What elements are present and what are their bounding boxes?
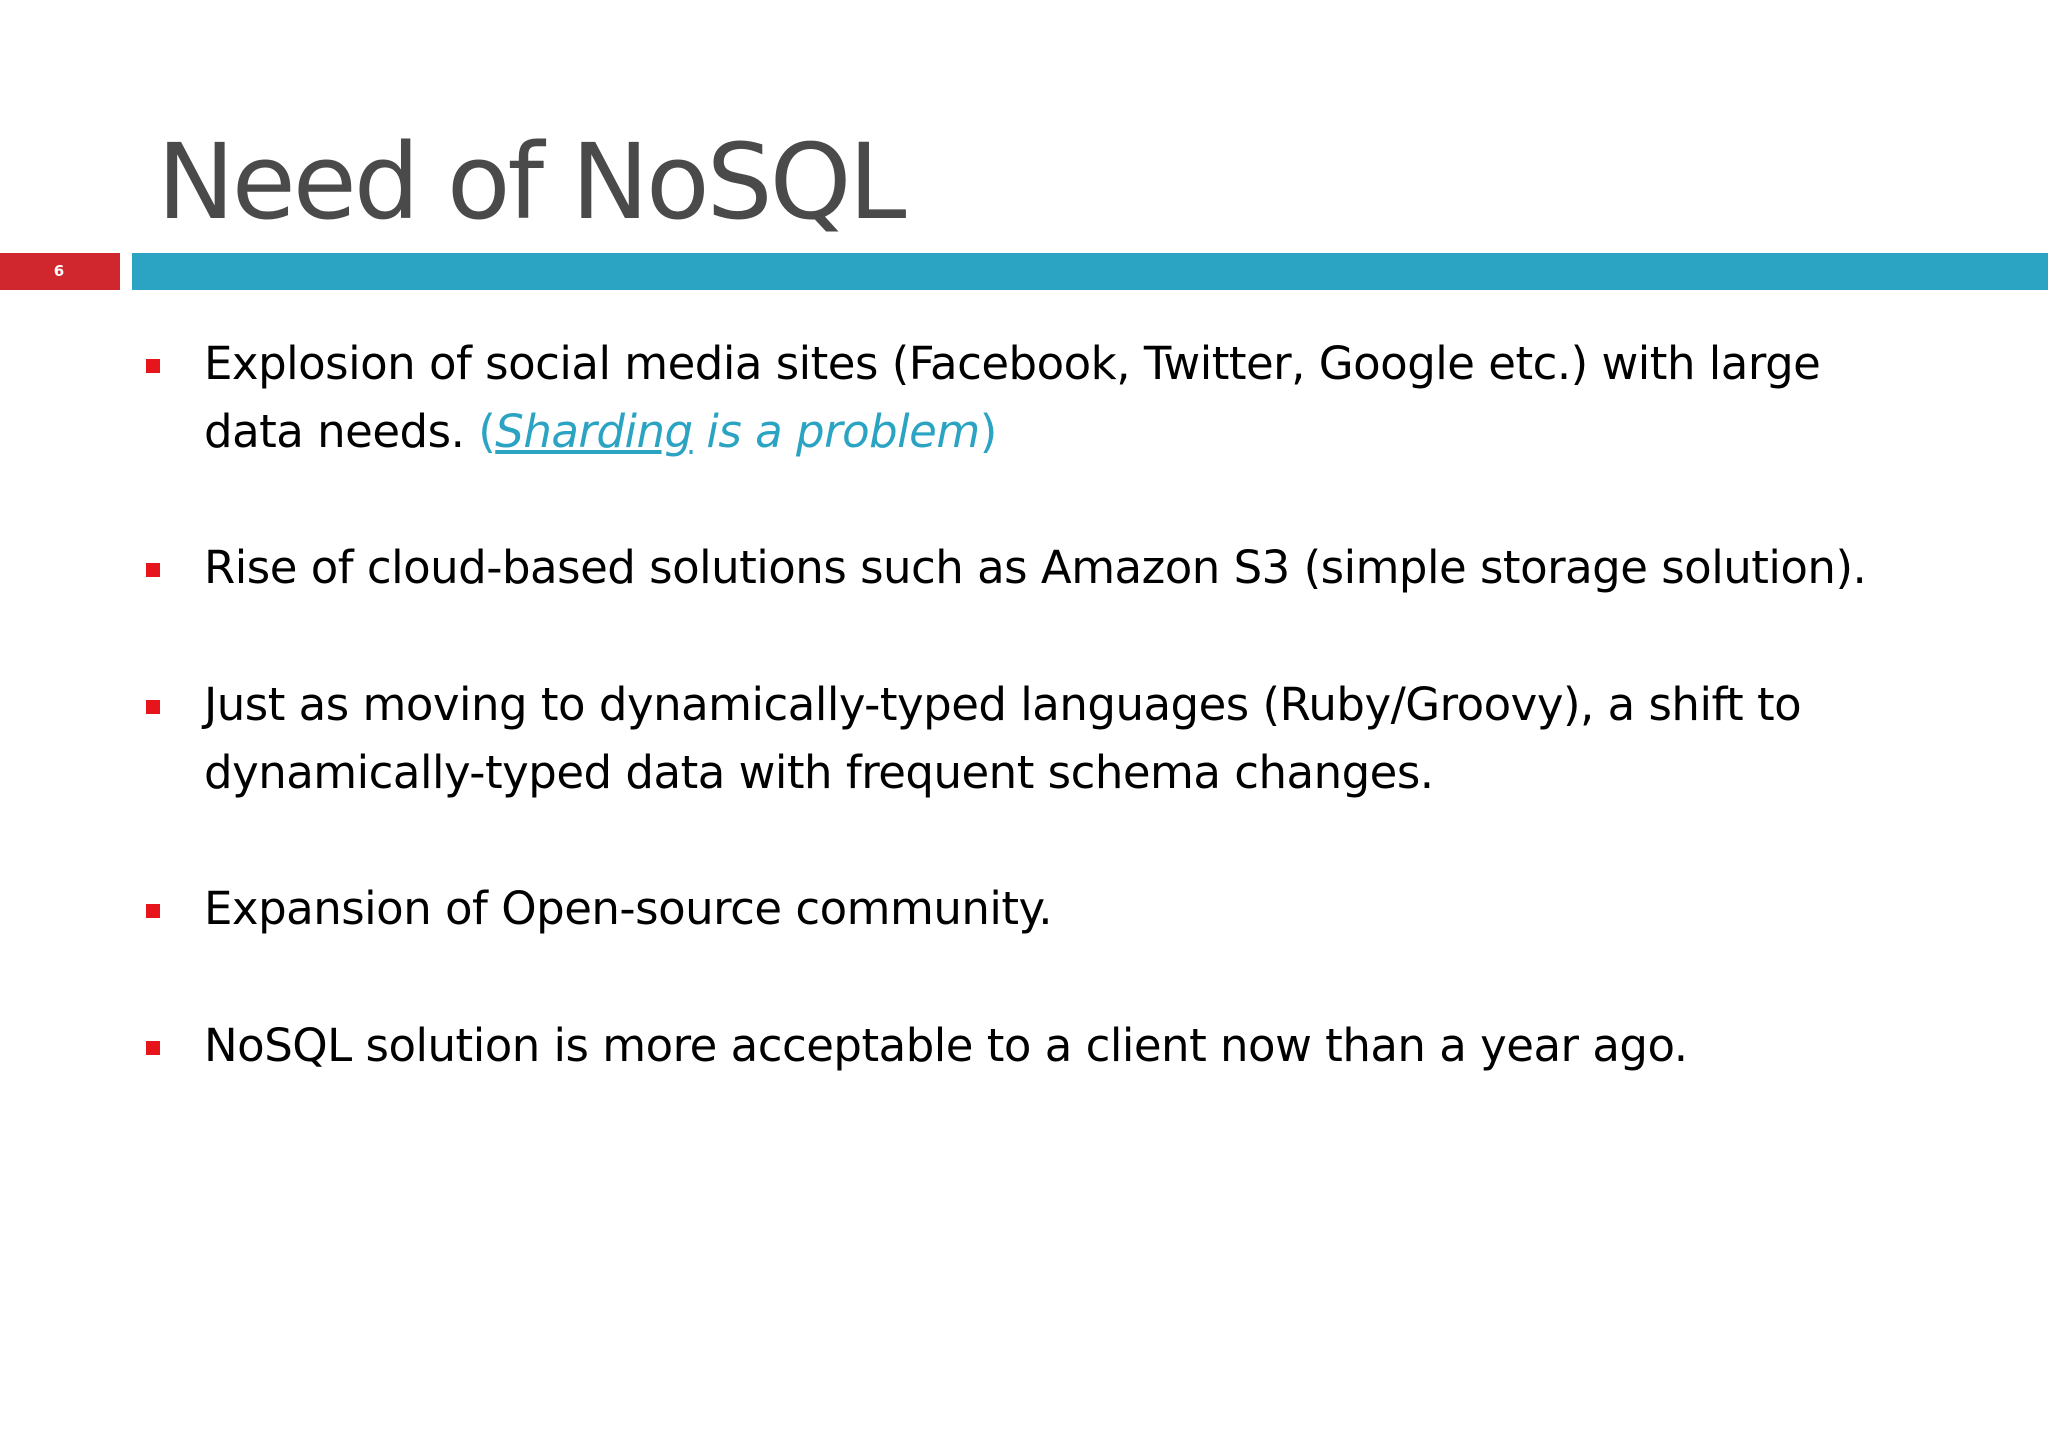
sharding-link[interactable]: Sharding bbox=[495, 405, 693, 458]
bullet-text bbox=[204, 330, 1904, 466]
slide-title: Need of NoSQL bbox=[157, 121, 904, 243]
square-bullet-icon bbox=[146, 359, 160, 373]
note-close-paren: ) bbox=[979, 405, 997, 458]
square-bullet-icon bbox=[146, 904, 160, 918]
square-bullet-icon bbox=[146, 1041, 160, 1055]
bullet-text: Expansion of Open-source community. bbox=[204, 882, 1053, 935]
bullet-main-text: Explosion of social media sites (Facebook, Twitter, Google etc.) with large data needs. bbox=[204, 337, 1821, 458]
title-divider-bar bbox=[132, 253, 2048, 290]
note-text: is a problem bbox=[692, 405, 980, 458]
note-open-paren: ( bbox=[478, 405, 496, 458]
square-bullet-icon bbox=[146, 700, 160, 714]
slide-number: 6 bbox=[53, 262, 65, 280]
bullet-text: Rise of cloud-based solutions such as Amazon S3 (simple storage solution). bbox=[204, 541, 1867, 594]
square-bullet-icon bbox=[146, 563, 160, 577]
bullet-text: NoSQL solution is more acceptable to a client now than a year ago. bbox=[204, 1019, 1688, 1072]
bullet-text: Just as moving to dynamically-typed languages (Ruby/Groovy), a shift to dynamically-typed data with frequent schema changes. bbox=[204, 678, 1802, 799]
